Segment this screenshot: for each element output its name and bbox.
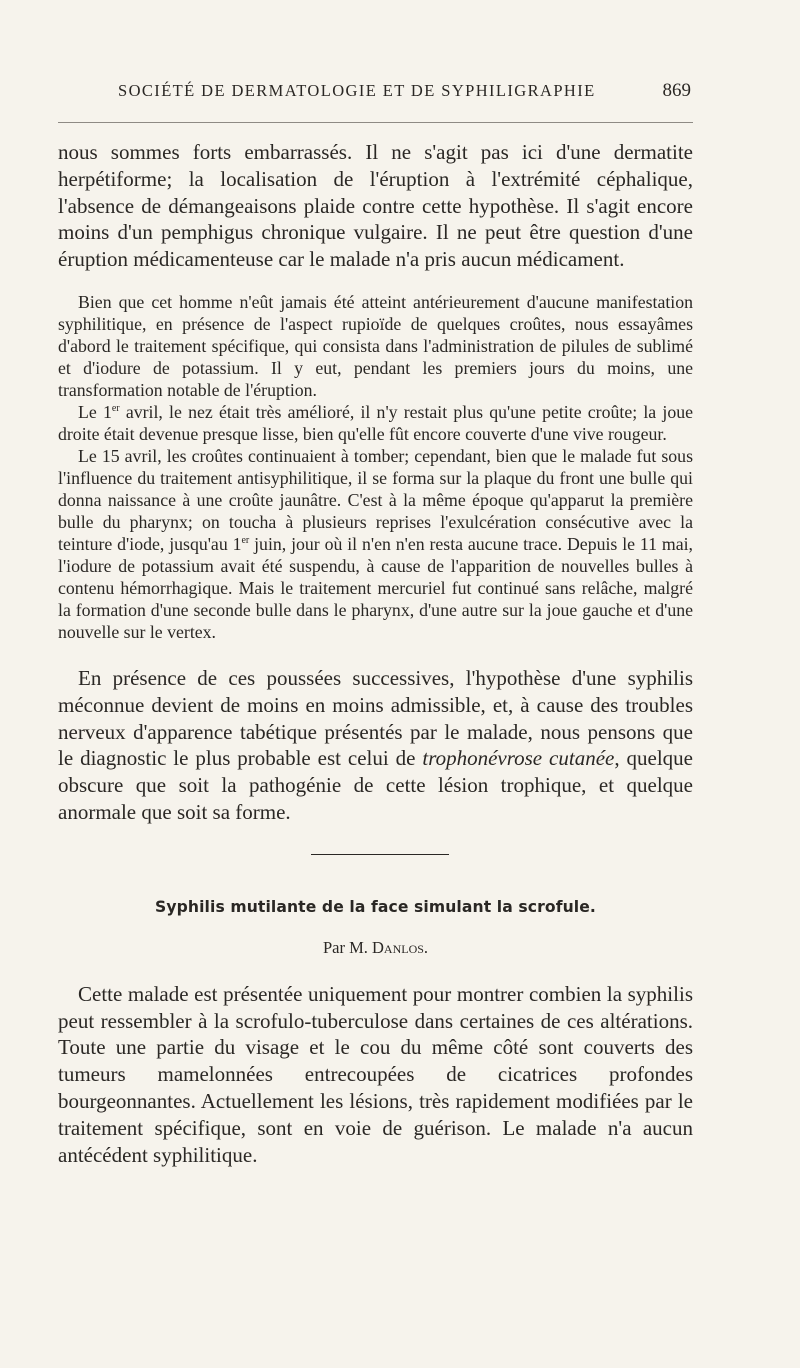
text-segment: avril, le nez était très amélioré, il n'y restait plus qu'une petite croûte; la joue droite était devenue presque lisse, bien qu'elle fût encore couverte d'une vive rougeur. bbox=[58, 401, 693, 444]
italic-term: trophonévrose cutanée bbox=[422, 746, 615, 771]
text-segment: Le 1 bbox=[78, 401, 112, 422]
text-segment: juin, jour où il n'en n'en resta aucune trace. Depuis le 11 mai, l'iodure de potassium avait été suspendu, à cause de l'apparition de nouvelles bulles à contenu hémorrhagique. Mais le traitement mercuriel fut continué sans relâche, malgré la formation d'une seconde bulle dans le pharynx, d'une autre sur la joue gauche et d'une nouvelle sur le vertex. bbox=[58, 533, 693, 642]
section-title: Syphilis mutilante de la face simulant la scrofule. bbox=[155, 897, 596, 916]
running-title: SOCIÉTÉ DE DERMATOLOGIE ET DE SYPHILIGRAPHIE bbox=[118, 81, 596, 100]
superscript: er bbox=[111, 402, 120, 414]
running-header bbox=[58, 80, 693, 102]
paragraph-treatment: Bien que cet homme n'eût jamais été atteint antérieurement d'aucune manifestation syphilitique, en présence de l'aspect rupioïde de quelques croûtes, nous essayâmes d'abord le traitement spécifique, qui consista dans l'administration de pilules de sublimé et d'iodure de potassium. Il y eut, pendant les premiers jours du moins, une transformation notable de l'éruption. bbox=[58, 291, 693, 400]
paragraph-case-description: Cette malade est présentée uniquement pour montrer combien la syphilis peut ressembler à la scrofulo-tuberculose dans certaines de ces altérations. Toute une partie du visage et le cou du même côté sont couverts des tumeurs mamelonnées entrecoupées de cicatrices profondes bourgeonnantes. Actuellement les lésions, très rapidement modifiées par le traitement spécifique, sont en voie de guérison. Le malade n'a aucun antécédent syphilitique. bbox=[58, 981, 693, 1167]
paragraph-april-15 bbox=[58, 445, 693, 643]
page-number: 869 bbox=[662, 80, 691, 101]
paragraph-continuation: nous sommes forts embarrassés. Il ne s'agit pas ici d'une dermatite herpétiforme; la localisation de l'éruption à l'extrémité céphalique, l'absence de démangeaisons plaide contre cette hypothèse. Il s'agit encore moins d'un pemphigus chronique vulgaire. Il ne peut être question d'une éruption médicamenteuse car le malade n'a pris aucun médicament. bbox=[58, 140, 693, 272]
text-segment: En présence de ces poussées successives, l'hypothèse d'une syphilis méconnue devient de moins en moins admissible, et, à cause des troubles nerveux d'apparence tabétique présentés par le malade, nous pensons que le diagnostic le plus probable est celui de bbox=[58, 665, 693, 771]
text-segment: Le 15 avril, les croûtes continuaient à tomber; cependant, bien que le malade fut sous l'influence du traitement antisyphilitique, il se forma sur la plaque du front une bulle qui donna naissance à une croûte jaunâtre. C'est à la même époque qu'apparut la première bulle du pharynx; on toucha à plusieurs reprises l'exulcération consécutive avec la teinture d'iode, jusqu'au 1 bbox=[58, 445, 693, 554]
paragraph-april-1 bbox=[58, 401, 693, 445]
book-page bbox=[58, 80, 693, 1168]
author-name: Danlos. bbox=[372, 937, 429, 957]
author-prefix: Par M. bbox=[322, 937, 372, 957]
author-line bbox=[58, 938, 693, 958]
section-separator bbox=[311, 854, 449, 855]
paragraph-conclusion bbox=[58, 665, 693, 826]
text-segment: , quelque obscure que soit la pathogénie de cette lésion trophique, et quelque anormale que soit sa forme. bbox=[58, 746, 693, 824]
header-rule bbox=[58, 122, 693, 123]
superscript: er bbox=[241, 534, 250, 546]
